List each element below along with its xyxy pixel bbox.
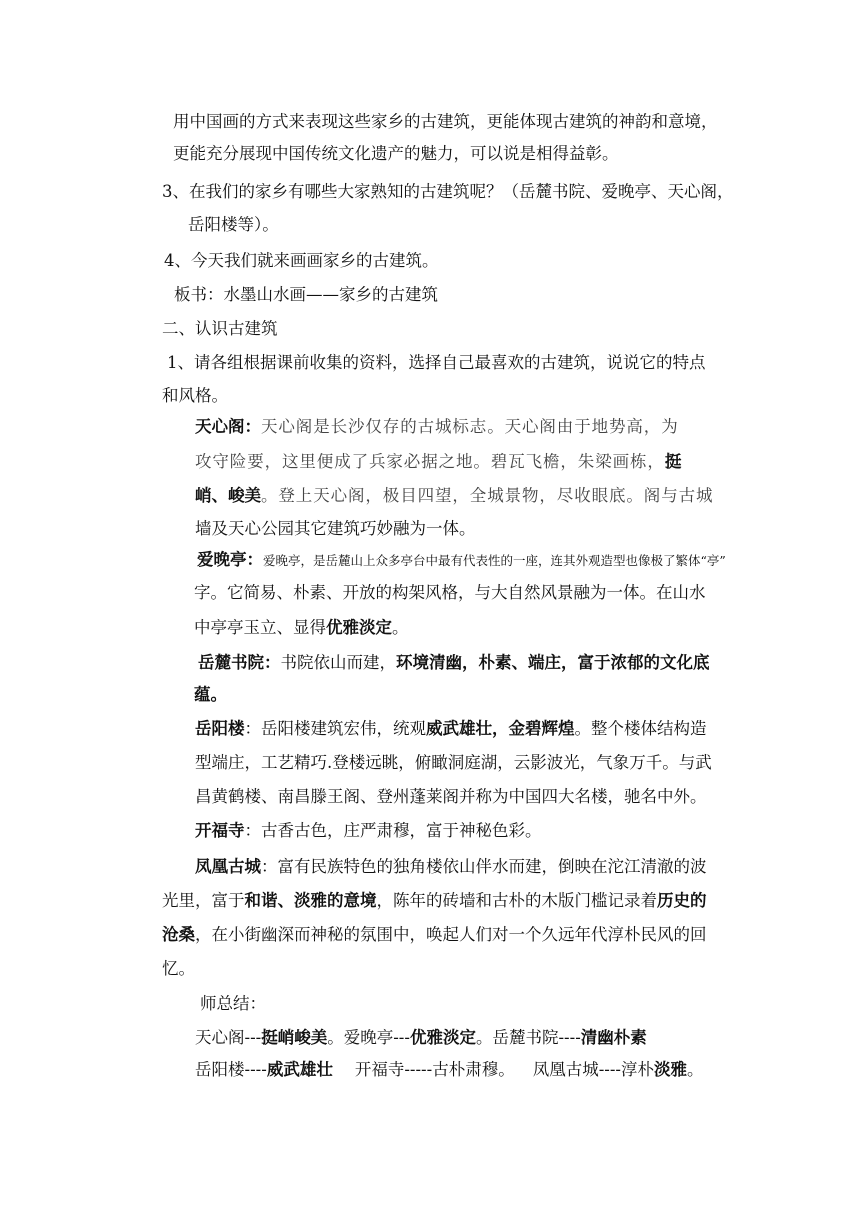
yueyanglou-line-3: 昌黄鹤楼、南昌滕王阁、登州蓬莱阁并称为中国四大名楼，驰名中外。 — [195, 787, 707, 806]
fenghuang-text-3: ，在小街幽深而神秘的氛围中，唤起人们对一个久远年代淳朴民风的回 — [195, 925, 707, 944]
fenghuang-title: 凤凰古城 — [195, 857, 261, 876]
tianxinge-line-3 — [195, 485, 713, 507]
fenghuang-text-2c: ，陈年的砖墙和古朴的木版门槛记录着 — [376, 891, 657, 910]
summary-r2f: 。 — [687, 1060, 704, 1079]
task-line-2: 和风格。 — [162, 386, 228, 405]
section-2-heading: 二、认识古建筑 — [162, 319, 278, 338]
yueyanglou-bold-1: 威武雄壮，金碧辉煌 — [426, 719, 575, 738]
yueyanglou-text-1a: ：岳阳楼建筑宏伟，统观 — [244, 719, 426, 738]
blackboard-title: 板书：水墨山水画——家乡的古建筑 — [174, 285, 438, 304]
yuelu-title: 岳麓书院： — [198, 653, 281, 672]
summary-label: 师总结： — [200, 994, 266, 1013]
yuelu-bold-1: 环境清幽，朴素、端庄，富于浓郁的文化底 — [396, 653, 710, 672]
aiwanting-text-3c: 。 — [392, 618, 409, 637]
tianxinge-title: 天心阁： — [195, 417, 261, 436]
summary-r1b: 挺峭峻美 — [261, 1028, 328, 1047]
yuelu-line-1 — [198, 652, 710, 674]
yuelu-text-1: 书院依山而建， — [280, 653, 396, 672]
summary-r1e: 。岳麓书院---- — [475, 1028, 581, 1047]
task-line-1: 1、请各组根据课前收集的资料，选择自己最喜欢的古建筑，说说它的特点 — [167, 353, 706, 372]
fenghuang-text-2a: 光里，富于 — [162, 891, 245, 910]
aiwanting-bold-3: 优雅淡定 — [326, 618, 392, 637]
yueyanglou-text-1c: 。整个楼体结构造 — [574, 719, 707, 738]
tianxinge-text-1: 天心阁是长沙仅存的古城标志。天心阁由于地势高，为 — [261, 417, 679, 436]
aiwanting-line-2: 字。它简易、朴素、开放的构架风格，与大自然风景融为一体。在山水 — [194, 583, 706, 602]
summary-row-1 — [195, 1027, 647, 1049]
summary-r2b: 威武雄壮 — [266, 1060, 333, 1079]
summary-row-2 — [195, 1059, 704, 1081]
kaifusi-line — [195, 820, 542, 842]
kaifusi-text: ：古香古色，庄严肃穆，富于神秘色彩。 — [244, 821, 542, 840]
intro-line-1: 用中国画的方式来表现这些家乡的古建筑，更能体现古建筑的神韵和意境， — [173, 112, 718, 131]
yueyanglou-title: 岳阳楼 — [195, 719, 245, 738]
fenghuang-line-3 — [162, 924, 707, 946]
fenghuang-bold-2d: 历史的 — [657, 891, 707, 910]
tianxinge-line-2 — [195, 451, 681, 473]
summary-r2e: 淡雅 — [654, 1060, 688, 1079]
summary-r2d: 凤凰古城----淳朴 — [532, 1060, 655, 1079]
summary-r2c: 开福寺-----古朴肃穆。 — [354, 1060, 515, 1079]
fenghuang-text-1: ：富有民族特色的独角楼依山伴水而建，倒映在沱江清澈的波 — [261, 857, 707, 876]
tianxinge-bold-2: 挺 — [664, 452, 682, 471]
tianxinge-bold-3: 峭、峻美 — [195, 486, 261, 505]
item-4: 4、今天我们就来画画家乡的古建筑。 — [164, 251, 439, 270]
aiwanting-text-3a: 中亭亭玉立、显得 — [194, 618, 326, 637]
summary-r1c: 。爱晚亭--- — [327, 1028, 410, 1047]
aiwanting-text-1: 爱晚亭，是岳麓山上众多亭台中最有代表性的一座，连其外观造型也像极了繁体“亭” — [263, 553, 726, 568]
item-3-line-2: 岳阳楼等）。 — [188, 215, 279, 234]
yuelu-line-2: 蕴。 — [194, 685, 227, 704]
tianxinge-line-1 — [195, 416, 679, 438]
fenghuang-line-2 — [162, 890, 707, 912]
aiwanting-title: 爱晚亭： — [197, 550, 263, 569]
yueyanglou-line-2: 型端庄，工艺精巧.登楼远眺，俯瞰洞庭湖，云影波光，气象万千。与武 — [195, 753, 712, 772]
intro-line-2: 更能充分展现中国传统文化遗产的魅力，可以说是相得益彰。 — [173, 144, 619, 163]
kaifusi-title: 开福寺 — [195, 821, 245, 840]
tianxinge-text-3: 。登上天心阁，极目四望，全城景物，尽收眼底。阁与古城 — [261, 486, 714, 505]
summary-r1f: 清幽朴素 — [580, 1028, 647, 1047]
fenghuang-line-1 — [195, 856, 707, 878]
summary-r1d: 优雅淡定 — [409, 1028, 476, 1047]
aiwanting-line-1 — [197, 549, 726, 571]
fenghuang-bold-3: 沧桑 — [162, 925, 195, 944]
fenghuang-line-4: 忆。 — [162, 959, 195, 978]
aiwanting-line-3 — [194, 617, 409, 639]
item-3-line-1: 3、在我们的家乡有哪些大家熟知的古建筑呢？（岳麓书院、爱晚亭、天心阁， — [162, 182, 734, 201]
tianxinge-line-4: 墙及天心公园其它建筑巧妙融为一体。 — [195, 519, 476, 538]
tianxinge-text-2: 攻守险要，这里便成了兵家必据之地。碧瓦飞檐，朱梁画栋， — [195, 452, 665, 471]
summary-r2a: 岳阳楼---- — [195, 1060, 267, 1079]
yueyanglou-line-1 — [195, 718, 707, 740]
fenghuang-bold-2: 和谐、淡雅的意境 — [244, 891, 377, 910]
summary-r1a: 天心阁--- — [195, 1028, 262, 1047]
